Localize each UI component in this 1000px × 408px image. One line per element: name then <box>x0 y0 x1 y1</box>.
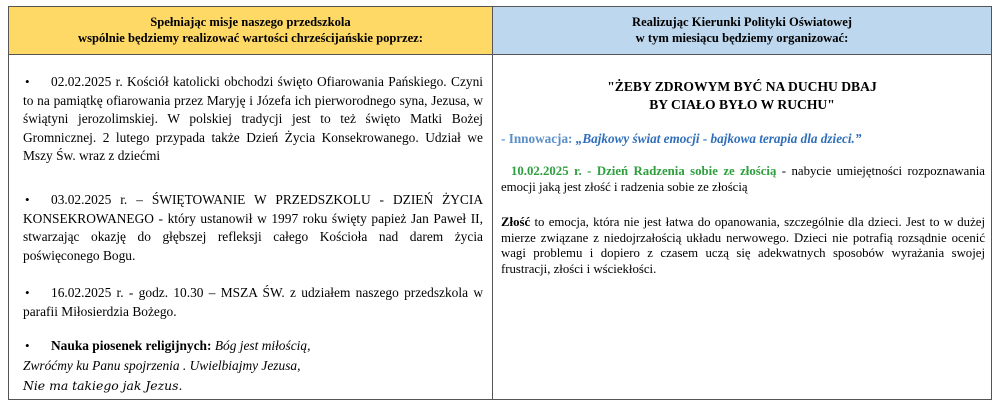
song-title: Zwróćmy ku Panu spojrzenia . Uwielbiajmy Jezusa, <box>23 357 301 373</box>
event-date: 10.02.2025 r. - Dzień Radzenia sobie ze złością <box>511 164 777 178</box>
christian-values-column <box>9 55 493 399</box>
list-item-religious-songs <box>23 337 483 396</box>
list-item-text: 16.02.2025 r. - godz. 10.30 – MSZA ŚW. z udziałem naszego przedszkola w parafii Miłosierdzia Bożego. <box>23 285 483 319</box>
bullet-icon: • <box>25 285 30 300</box>
right-header-line2: w tym miesiącu będziemy organizować: <box>635 31 849 45</box>
left-header-line1: Spełniając misje naszego przedszkola <box>150 15 351 29</box>
list-item-text: 02.02.2025 r. Kościół katolicki obchodzi święto Ofiarowania Pańskiego. Czyni to na pamiątkę ofiarowania przez Maryję i Józefa ich pierworodnego syna, Jezusa, w świątyni jerozolimskiej. W polskiej tradycji jest to też święto Matki Bożej Gromnicznej. 2 lutego przypada także Dzień Życia Konsekrowanego. Udział we Mszy Św. wraz z dziećmi <box>23 74 483 163</box>
innovation-line <box>501 131 861 147</box>
bullet-icon: • <box>25 338 30 353</box>
right-column-header <box>493 7 991 55</box>
innovation-label: - Innowacja: <box>501 131 573 146</box>
innovation-title: „Bajkowy świat emocji - bajkowa terapia dla dzieci.” <box>575 131 862 146</box>
list-item-candlemas <box>23 73 483 166</box>
list-item-text <box>23 337 483 356</box>
bullet-icon: • <box>25 74 30 89</box>
event-paragraph <box>501 164 985 195</box>
list-item-holy-mass <box>23 284 483 321</box>
song-title: Bóg jest miłością, <box>214 338 311 353</box>
anger-description: to emocja, która nie jest łatwa do opanowania, szczególnie dla dzieci. Jest to w dużej mierze związane z niedojrzałością układu nerwowego. Dzieci nie potrafią rozsądnie ocenić wagi problemu i dopiero z czasem uczą się adekwatnych sposobów wyrażania swojej frustracji, złości i wściekłości. <box>501 215 985 276</box>
bullet-icon: • <box>25 192 30 207</box>
anger-term: Złość <box>501 215 531 229</box>
song-title: Nie ma takiego jak Jezus. <box>23 378 183 393</box>
monthly-slogan <box>493 78 991 114</box>
right-header-line1: Realizując Kierunki Polityki Oświatowej <box>631 15 853 29</box>
education-policy-column <box>493 55 991 399</box>
left-header-line2: wspólnie będziemy realizować wartości chrześcijańskie poprzez: <box>78 31 423 45</box>
plan-table <box>8 6 992 400</box>
list-item-consecrated-life <box>23 191 483 265</box>
left-column-header <box>9 7 493 55</box>
slogan-line2: BY CIAŁO BYŁO W RUCHU" <box>649 97 835 112</box>
anger-paragraph <box>501 215 985 277</box>
list-item-text: 03.02.2025 r. – ŚWIĘTOWANIE W PRZEDSZKOLU - DZIEŃ ŻYCIA KONSEKROWANEGO - który ustanowił w 1997 roku święty papież Jan Paweł II, stwarzając okazję do głębszej refleksji całego Kościoła nad darem życia poświęconego Bogu. <box>23 192 483 263</box>
songs-label: Nauka piosenek religijnych: <box>51 338 212 353</box>
event-description: - nabycie umiejętności rozpoznawania emocji jaką jest złość i radzenia sobie ze złością <box>501 164 985 194</box>
slogan-line1: "ŻEBY ZDROWYM BYĆ NA DUCHU DBAJ <box>607 79 877 94</box>
